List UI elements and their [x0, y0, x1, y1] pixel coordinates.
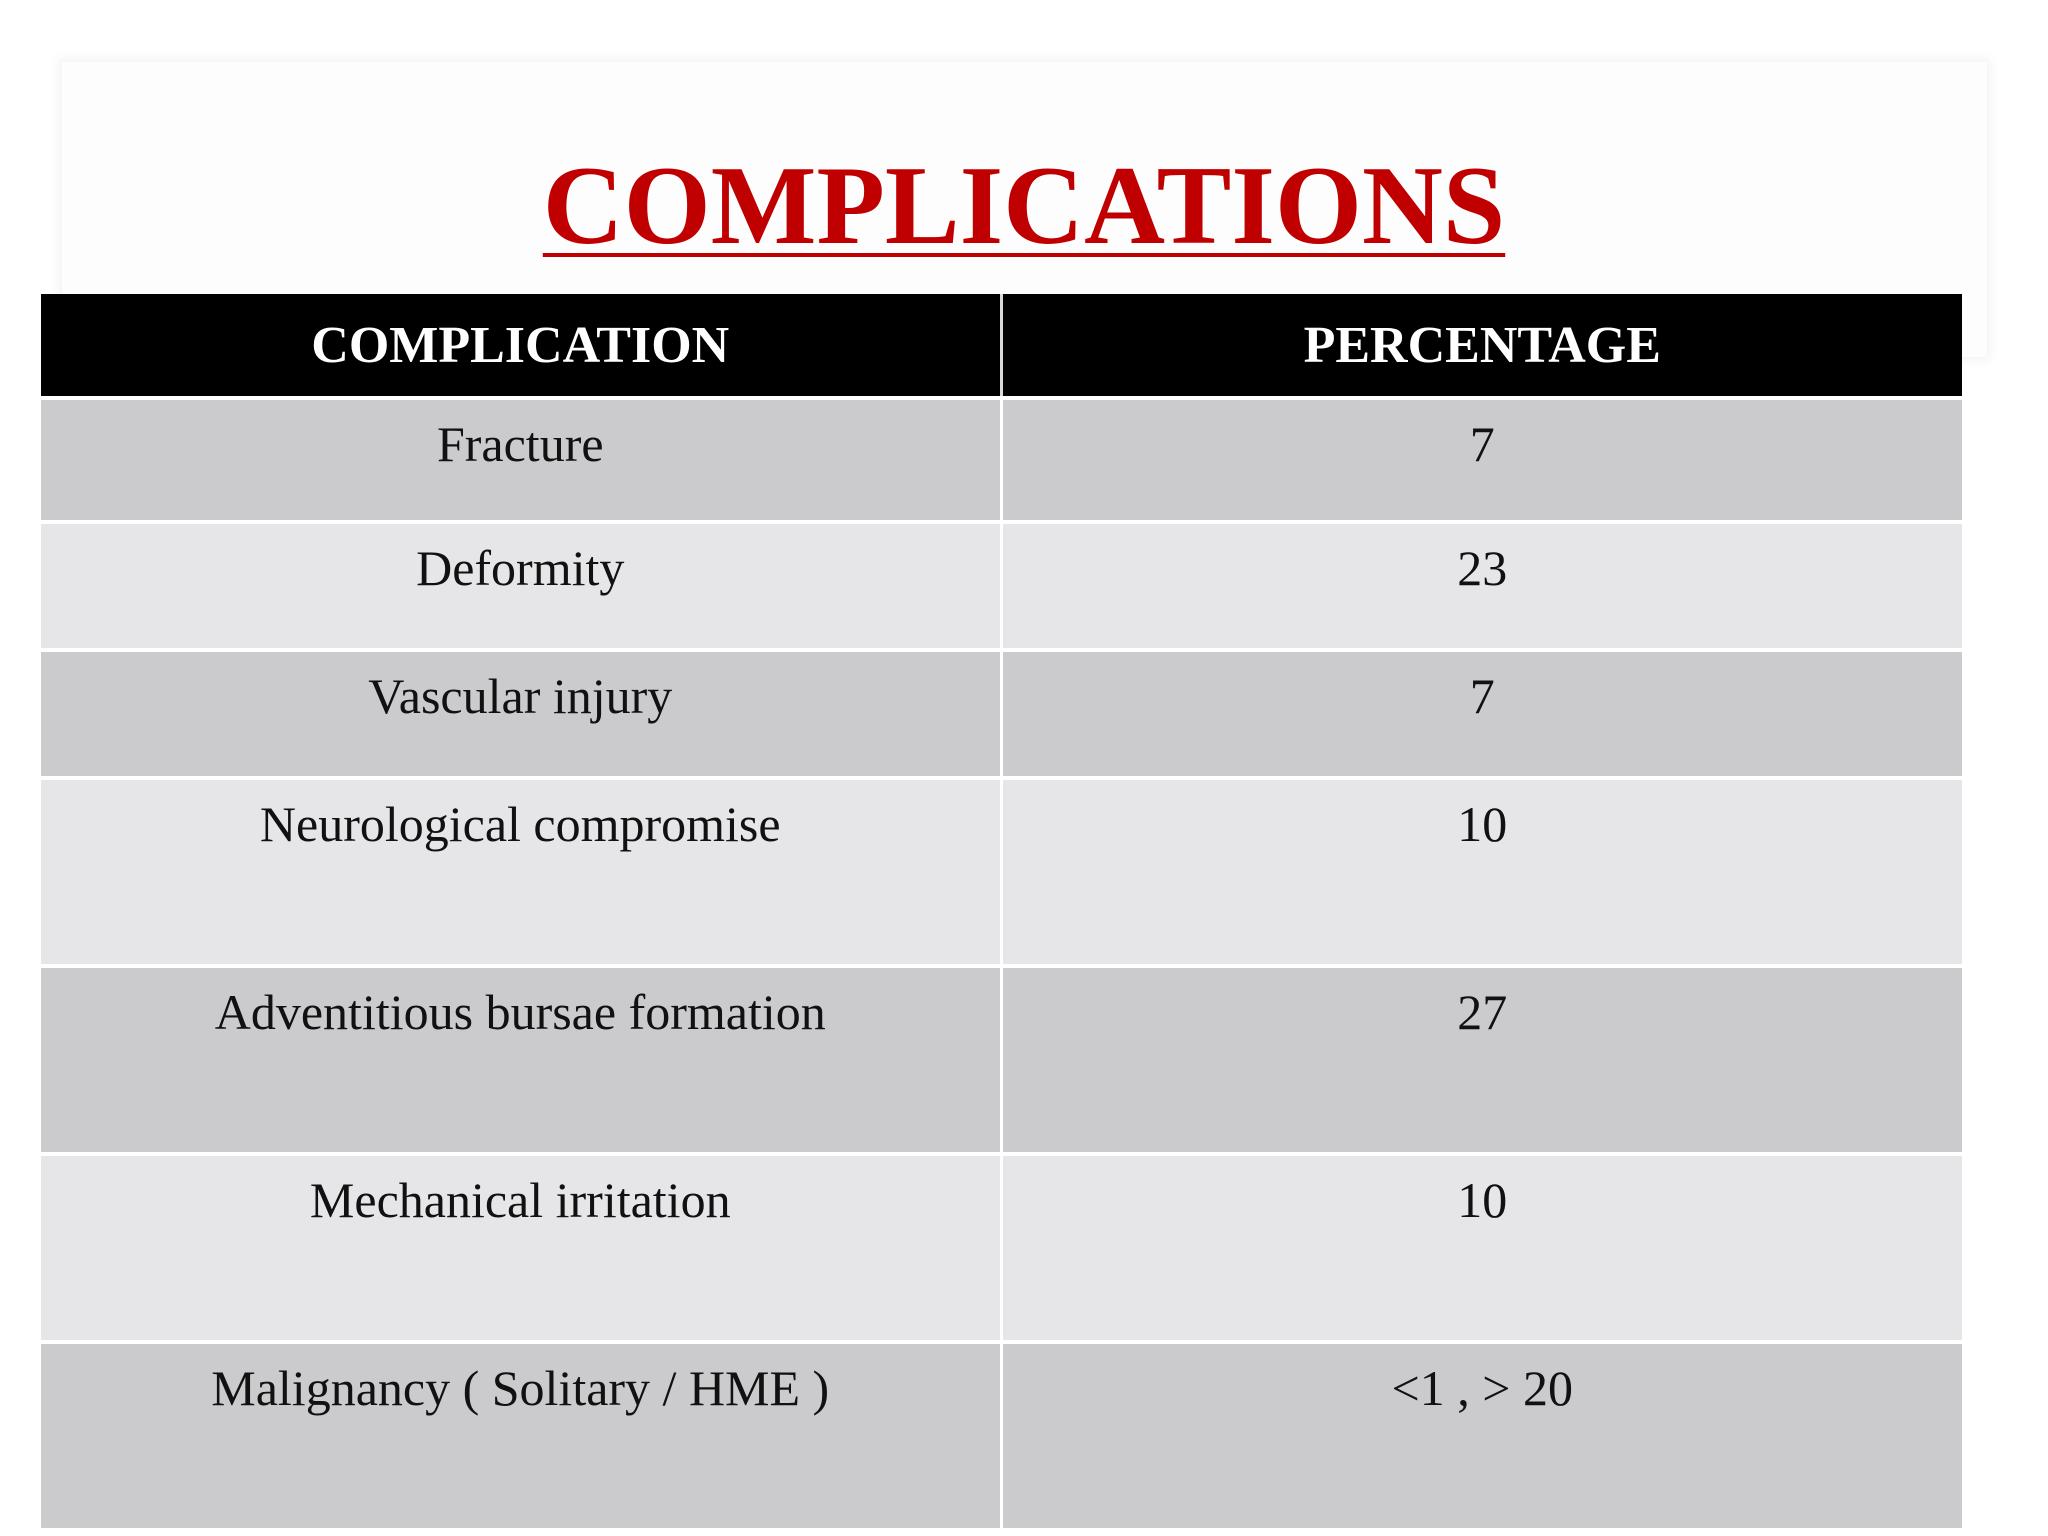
complication-cell: Deformity	[41, 522, 1001, 650]
percentage-cell: 7	[1001, 398, 1962, 522]
complication-cell: Malignancy ( Solitary / HME )	[41, 1342, 1001, 1528]
page-title	[0, 144, 2048, 268]
complication-cell: Adventitious bursae formation	[41, 966, 1001, 1154]
percentage-cell: 27	[1001, 966, 1962, 1154]
complication-cell: Fracture	[41, 398, 1001, 522]
percentage-cell: <1 , > 20	[1001, 1342, 1962, 1528]
complication-cell: Vascular injury	[41, 650, 1001, 778]
table-row	[41, 398, 1962, 522]
complications-table	[41, 294, 1962, 1528]
percentage-cell: 23	[1001, 522, 1962, 650]
percentage-cell: 7	[1001, 650, 1962, 778]
table-row	[41, 1342, 1962, 1528]
complication-cell: Neurological compromise	[41, 778, 1001, 966]
percentage-cell: 10	[1001, 778, 1962, 966]
column-header-complication: COMPLICATION	[41, 294, 1001, 398]
column-header-percentage: PERCENTAGE	[1001, 294, 1962, 398]
table-row	[41, 522, 1962, 650]
percentage-cell: 10	[1001, 1154, 1962, 1342]
page-title-text: COMPLICATIONS	[542, 144, 1506, 268]
table-row	[41, 650, 1962, 778]
complication-cell: Mechanical irritation	[41, 1154, 1001, 1342]
table-header-row	[41, 294, 1962, 398]
table-row	[41, 1154, 1962, 1342]
table-row	[41, 966, 1962, 1154]
table-row	[41, 778, 1962, 966]
